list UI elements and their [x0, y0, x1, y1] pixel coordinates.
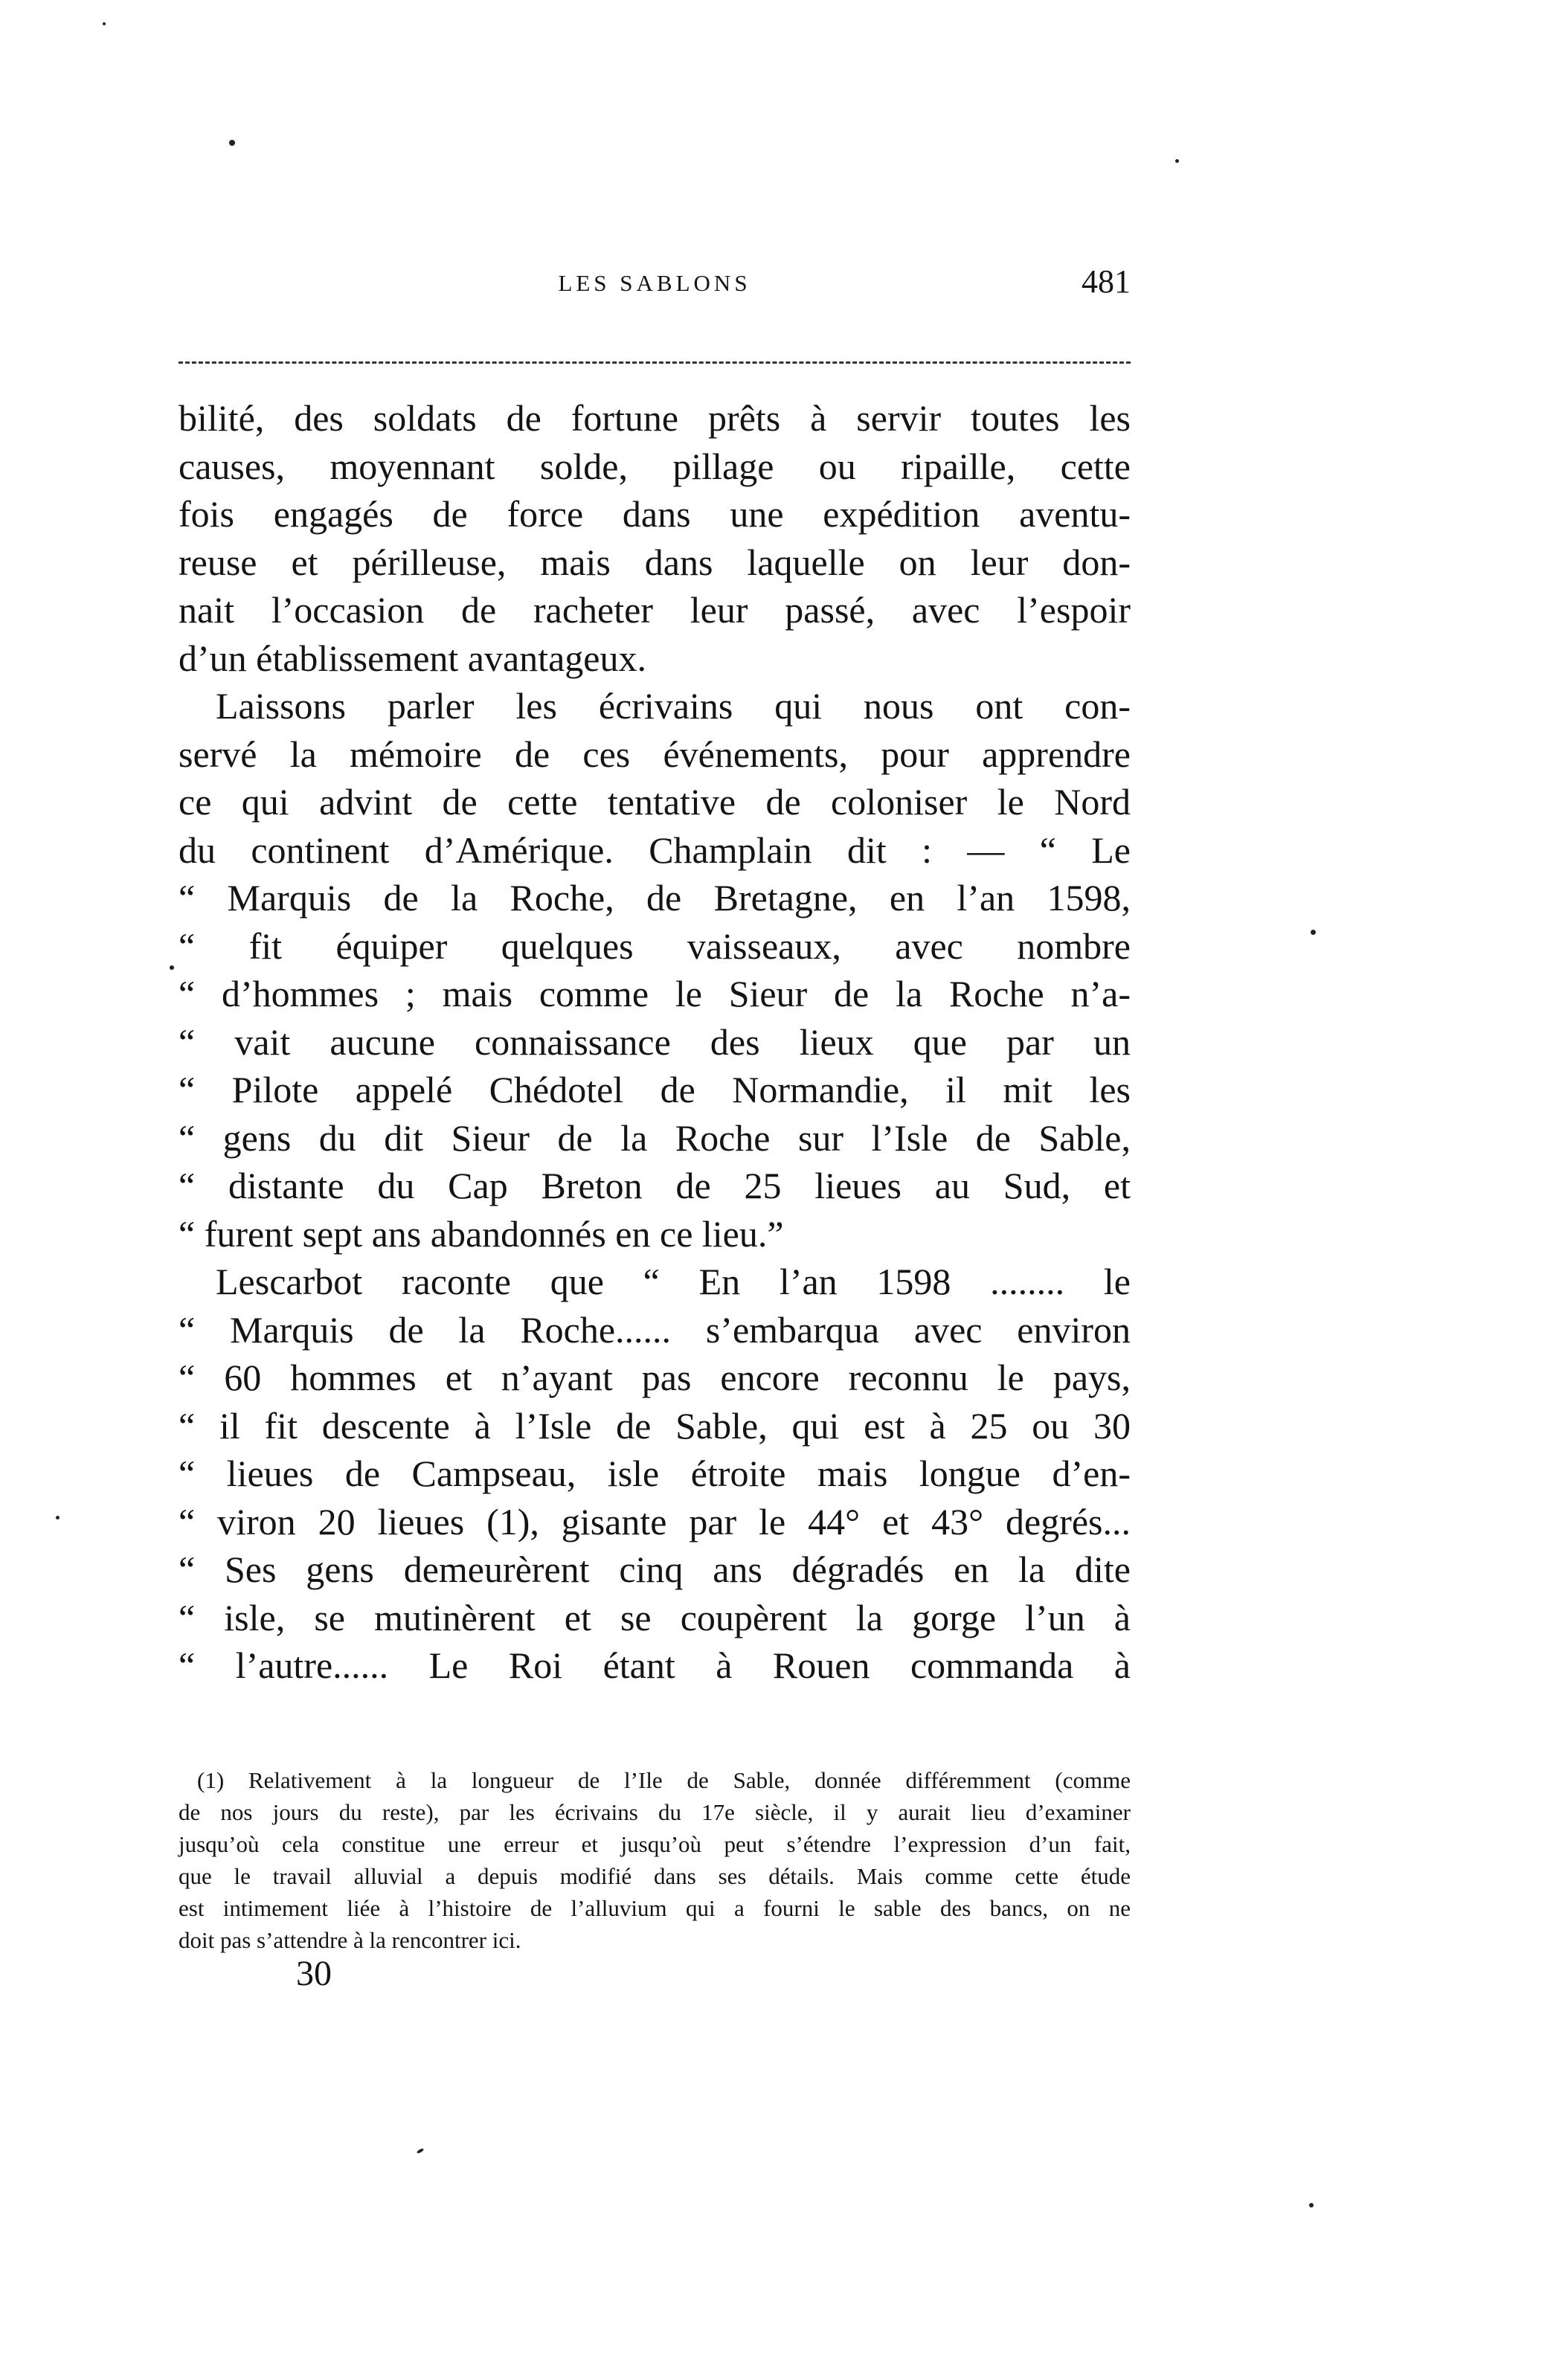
scan-speck: [1311, 930, 1316, 935]
text-line: Lescarbot raconte que “ En l’an 1598 ........ le: [216, 1261, 1131, 1302]
footnote-line: est intimement liée à l’histoire de l’alluvium qui a fourni le sable des bancs, on ne: [179, 1895, 1131, 1921]
text-line: ce qui advint de cette tentative de coloniser le Nord: [179, 781, 1131, 823]
scan-speck: [229, 140, 235, 146]
footnote-line: que le travail alluvial a depuis modifié dans ses détails. Mais comme cette étude: [179, 1863, 1131, 1889]
scan-speck: [56, 1516, 60, 1519]
text-line: “ il fit descente à l’Isle de Sable, qui est à 25 ou 30: [179, 1404, 1131, 1447]
text-line: d’un établissement avantageux.: [179, 637, 646, 679]
running-title: LES SABLONS: [558, 270, 751, 296]
text-line: “ Ses gens demeurèrent cinq ans dégradés en la dite: [179, 1548, 1131, 1590]
text-line: “ Marquis de la Roche...... s’embarqua avec environ: [179, 1308, 1131, 1351]
text-line: causes, moyennant solde, pillage ou ripaille, cette: [179, 445, 1131, 487]
text-line: fois engagés de force dans une expédition aventu-: [179, 493, 1131, 535]
text-line: reuse et périlleuse, mais dans laquelle on leur don-: [179, 541, 1131, 583]
text-line: Laissons parler les écrivains qui nous ont con-: [216, 685, 1131, 727]
text-line: “ Marquis de la Roche, de Bretagne, en l’an 1598,: [179, 877, 1131, 919]
scan-speck: [170, 965, 174, 970]
text-line: “ l’autre...... Le Roi étant à Rouen commanda à: [179, 1644, 1131, 1686]
page-header: [179, 264, 1131, 309]
text-line: “ distante du Cap Breton de 25 lieues au Sud, et: [179, 1165, 1131, 1206]
text-line: servé la mémoire de ces événements, pour apprendre: [179, 733, 1131, 775]
footnote-line: de nos jours du reste), par les écrivains du 17e siècle, il y aurait lieu d’examiner: [179, 1799, 1131, 1825]
scan-speck: [417, 2148, 425, 2154]
main-text: [179, 394, 1131, 1690]
scan-speck: [1175, 159, 1179, 163]
text-line: bilité, des soldats de fortune prêts à servir toutes les: [179, 397, 1131, 439]
signature-mark: 30: [296, 1954, 332, 1993]
footnote-line: doit pas s’attendre à la rencontrer ici.: [179, 1927, 521, 1953]
text-line: nait l’occasion de racheter leur passé, avec l’espoir: [179, 589, 1131, 631]
page-number: 481: [1081, 263, 1131, 300]
scan-speck: [1309, 2203, 1314, 2207]
text-line: “ Pilote appelé Chédotel de Normandie, il mit les: [179, 1069, 1131, 1110]
text-line: “ vait aucune connaissance des lieux que par un: [179, 1020, 1131, 1063]
text-line: du continent d’Amérique. Champlain dit : — “ Le: [179, 829, 1131, 871]
scan-speck: [103, 22, 106, 25]
text-line: “ isle, se mutinèrent et se coupèrent la gorge l’un à: [179, 1596, 1131, 1638]
text-line: “ 60 hommes et n’ayant pas encore reconnu le pays,: [179, 1357, 1131, 1398]
header-rule: [179, 361, 1131, 364]
text-line: “ lieues de Campseau, isle étroite mais longue d’en-: [179, 1453, 1131, 1494]
text-line: “ fit équiper quelques vaisseaux, avec nombre: [179, 924, 1131, 967]
footnote-line: (1) Relativement à la longueur de l’Ile de Sable, donnée différemment (comme: [197, 1767, 1131, 1793]
text-line: “ gens du dit Sieur de la Roche sur l’Isle de Sable,: [179, 1116, 1131, 1159]
text-line: “ furent sept ans abandonnés en ce lieu.”: [179, 1212, 784, 1255]
text-line: “ viron 20 lieues (1), gisante par le 44° et 43° degrés...: [179, 1500, 1131, 1543]
footnote-line: jusqu’où cela constitue une erreur et jusqu’où peut s’étendre l’expression d’un fait,: [179, 1831, 1131, 1857]
footnote: [179, 1764, 1131, 1956]
text-line: “ d’hommes ; mais comme le Sieur de la Roche n’a-: [179, 973, 1131, 1014]
